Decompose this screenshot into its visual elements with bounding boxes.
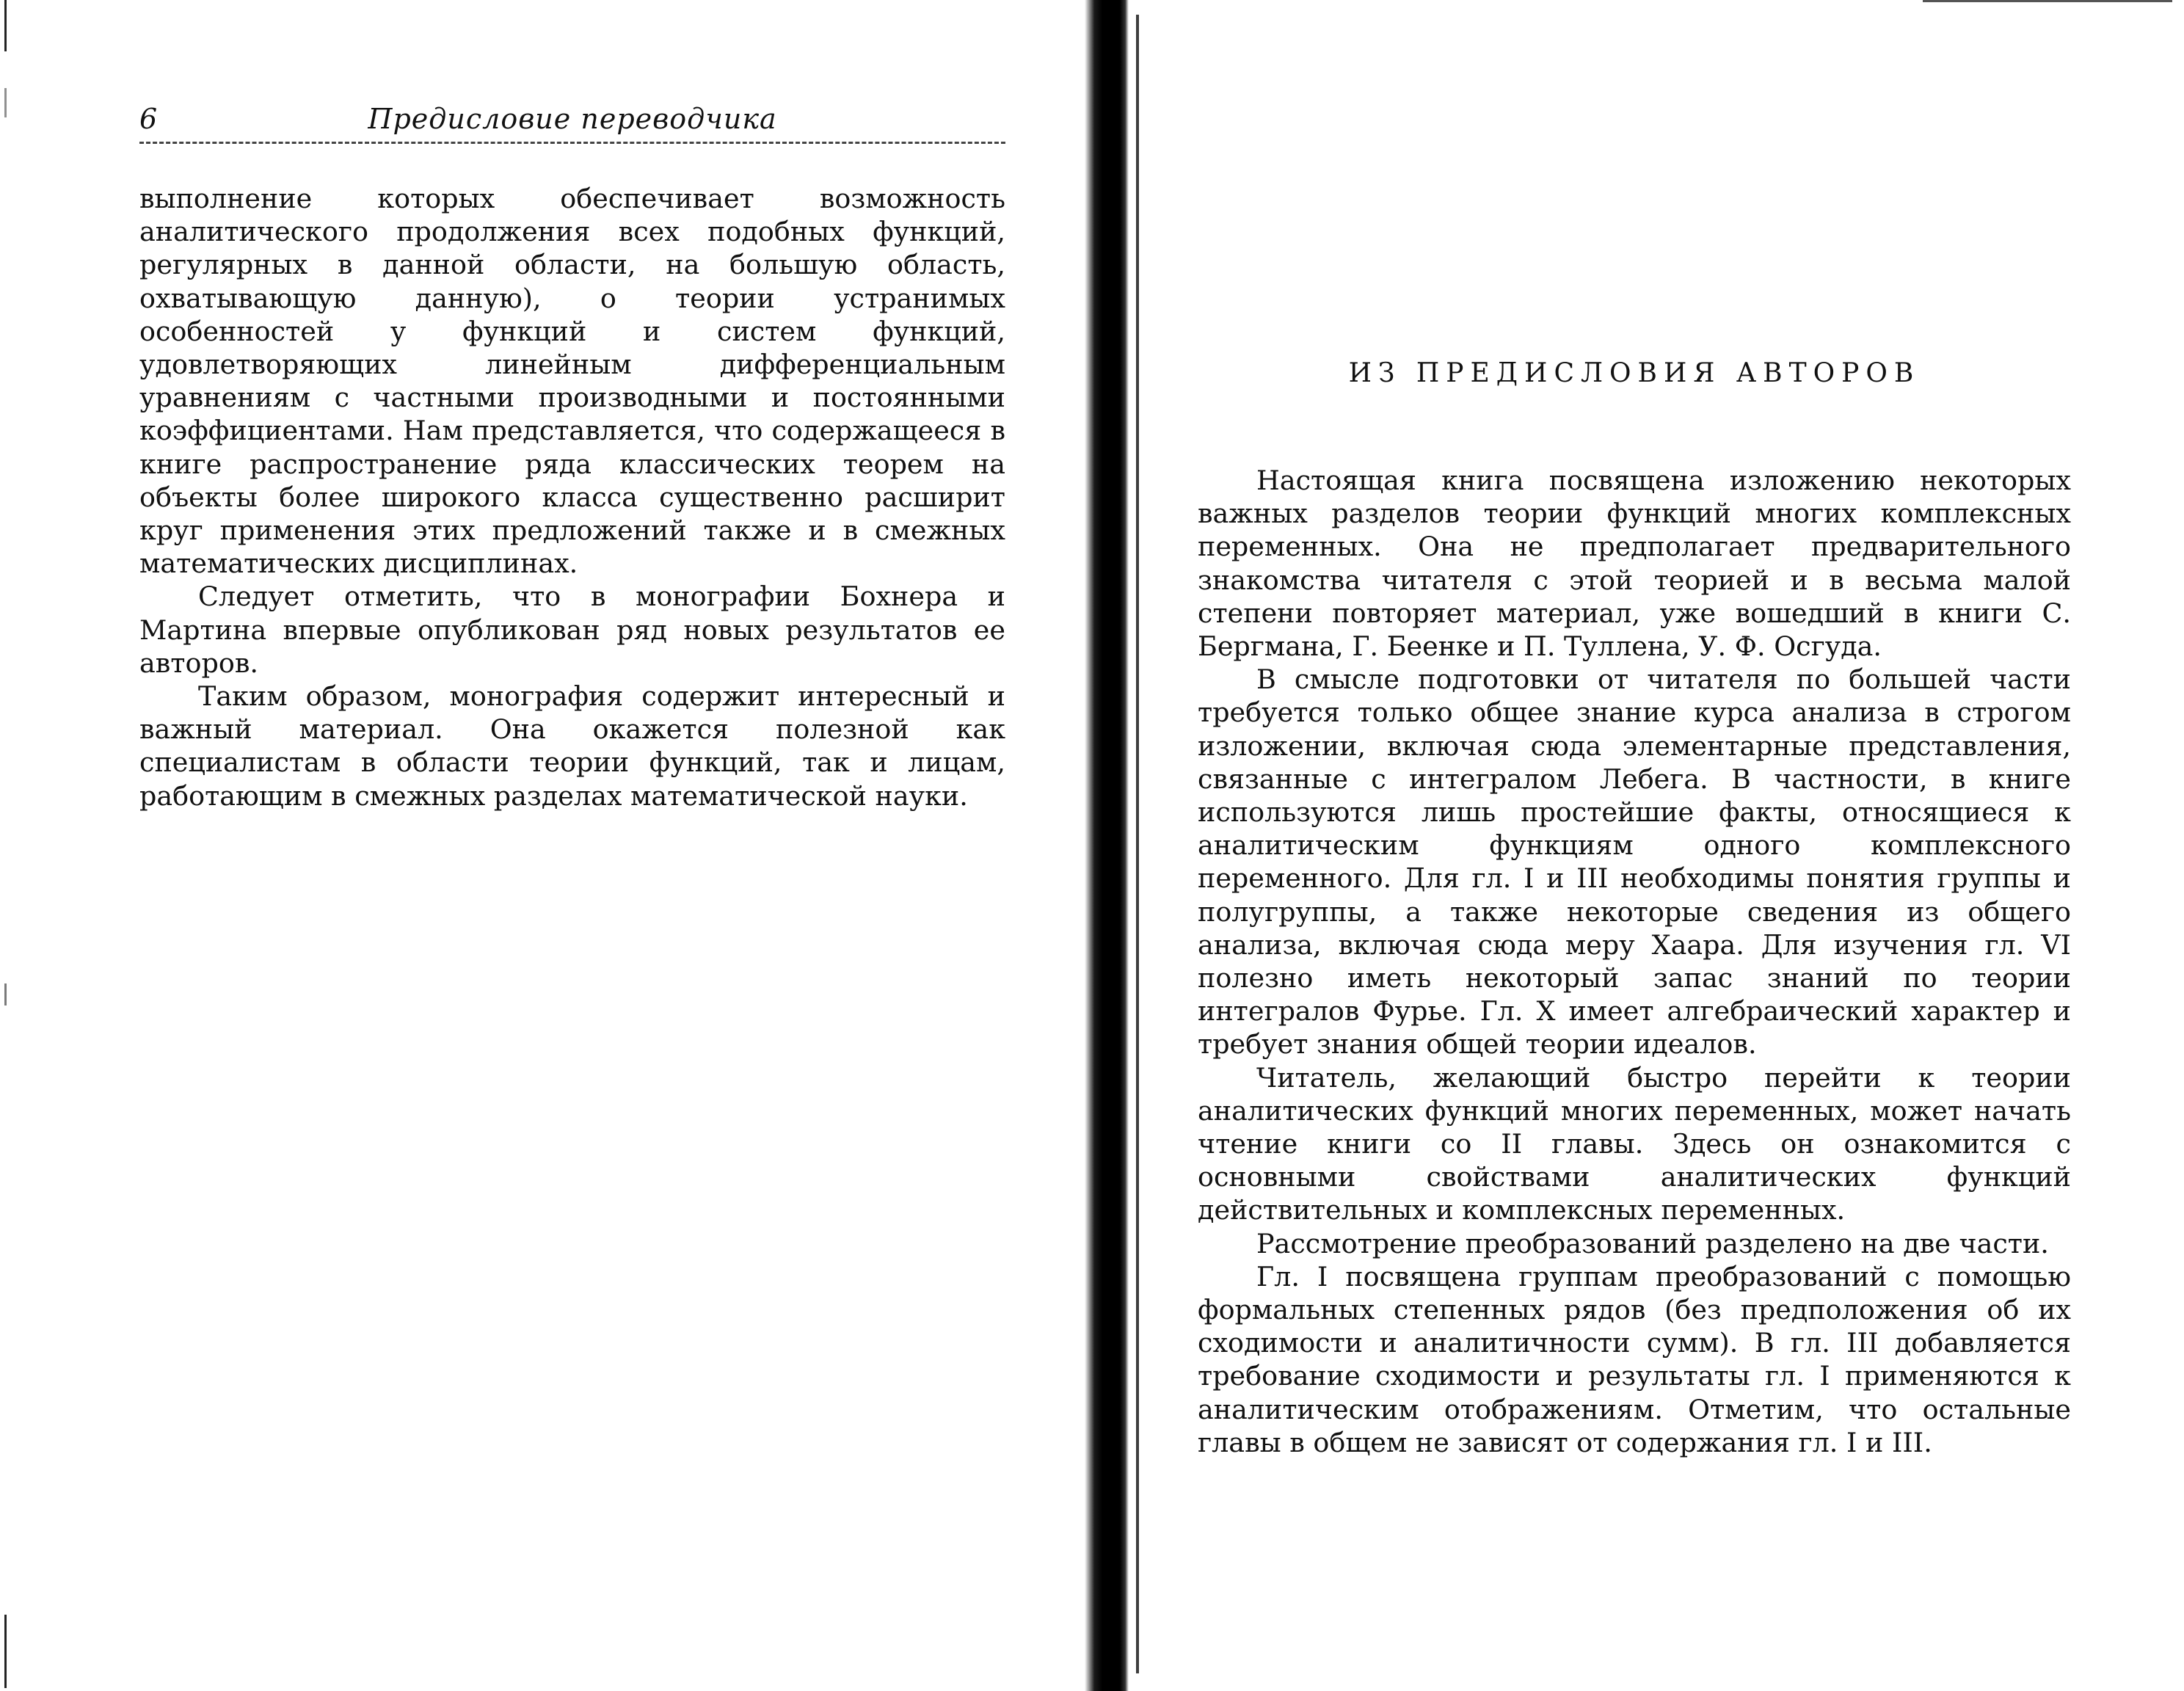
paragraph: Настоящая книга посвящена изложению некоторых важных разделов теории функций многих комплексных переменных. Она не предполагает предварительного знакомства читателя с этой теорией и в весьма малой степени повторяет материал, уже вошедший в книги С. Бергмана, Г. Беенке и П. Туллена, У. Ф. Осгуда. [1198,465,2071,663]
header-rule [139,142,1005,144]
running-head [139,103,1005,147]
page-number: 6 [139,103,158,135]
left-page-body [139,182,1005,812]
section-heading: ИЗ ПРЕДИСЛОВИЯ АВТОРОВ [1348,358,1921,388]
paragraph: Рассмотрение преобразований разделено на две части. [1256,1227,2049,1259]
right-page-body [1198,464,2071,1459]
running-title: Предисловие переводчика [368,103,777,135]
paragraph: Гл. I посвящена группам преобразований с помощью формальных степенных рядов (без предположения об их сходимости и аналитичности сумм). В гл. III добавляется требование сходимости и результаты гл. I применяются к аналитическим отображениям. Отметим, что остальные главы в общем не зависят от содержания гл. I и III. [1198,1260,2071,1458]
paragraph: выполнение которых обеспечивает возможность аналитического продолжения всех подобных функций, регулярных в данной области, на большую область, охватывающую данную), о теории устранимых особенностей у функций и систем функций, удовлетворяющих линейным дифференциальным уравнениям с частными производными и постоянными коэффициентами. Нам представляется, что содержащееся в книге распространение ряда классических теорем на объекты более широкого класса существенно расширит круг применения этих предложений также и в смежных математических дисциплинах. [139,183,1005,580]
paragraph: В смысле подготовки от читателя по большей части требуется только общее знание курса анализа в строгом изложении, включая сюда элементарные представления, связанные с интегралом Лебега. В частности, в книге используются лишь простейшие факты, относящиеся к аналитическим функциям одного комплексного переменного. Для гл. I и III необходимы понятия группы и полугруппы, а также некоторые сведения из общего анализа, включая сюда меру Хаара. Для изучения гл. VI полезно иметь некоторый запас знаний по теории интегралов Фурье. Гл. X имеет алгебраический характер и требует знания общей теории идеалов. [1198,663,2071,1061]
paragraph: Таким образом, монография содержит интересный и важный материал. Она окажется полезной как специалистам в области теории функций, так и лицам, работающим в смежных разделах математической науки. [139,680,1005,812]
paragraph: Следует отметить, что в монографии Бохнера и Мартина впервые опубликован ряд новых результатов ее авторов. [139,581,1005,679]
book-gutter-line [1136,15,1139,1673]
paragraph: Читатель, желающий быстро перейти к теории аналитических функций многих переменных, может начать чтение книги со II главы. Здесь он ознакомится с основными свойствами аналитических функций действительных и комплексных переменных. [1198,1061,2071,1226]
book-gutter-shadow [1085,0,1129,1691]
